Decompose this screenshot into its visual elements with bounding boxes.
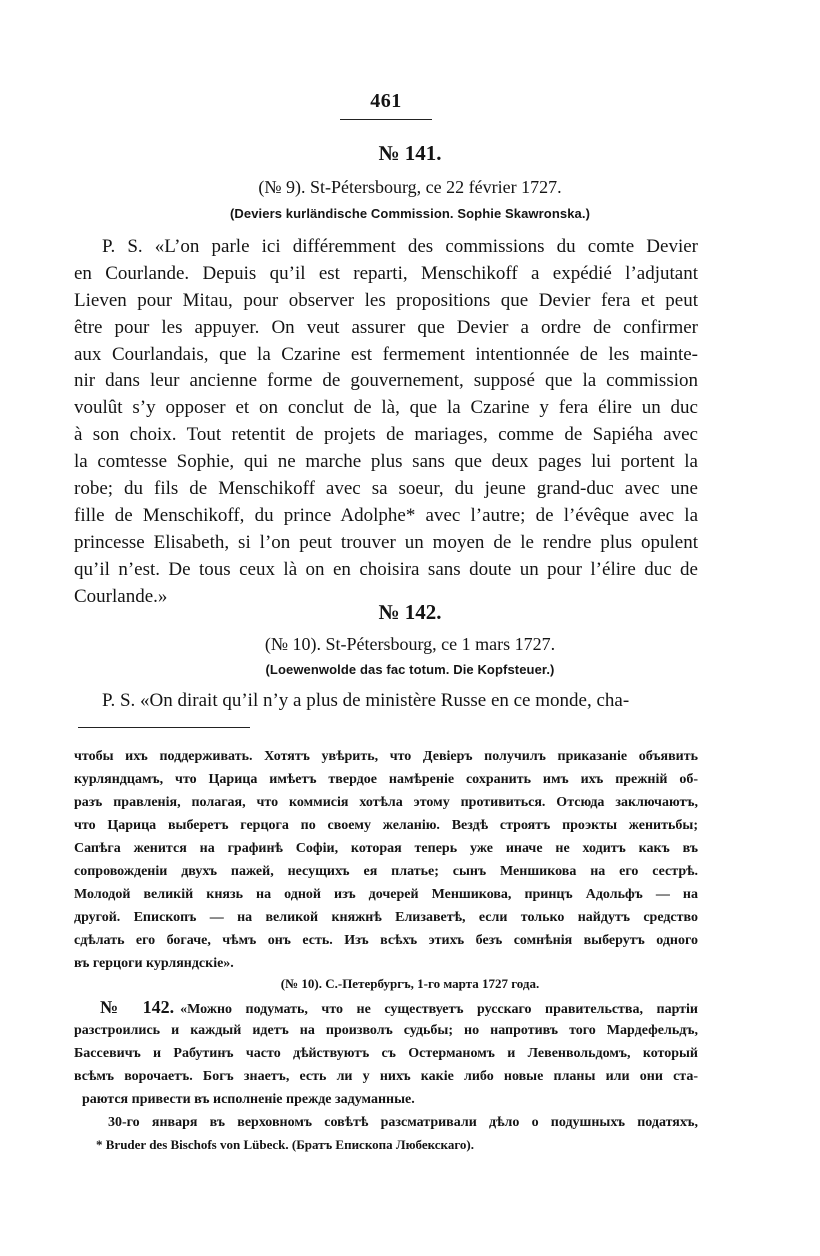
text-line: voulût s’y opposer et on conclut de là, que la Czarine y fera élire un duc <box>74 397 698 419</box>
text-line: aux Courlandais, que la Czarine est fermement intentionnée de les mainte- <box>74 343 698 365</box>
text-line: à son choix. Tout retentit de projets de mariages, comme de Sapiéha avec <box>74 424 698 446</box>
text-line: Молодой великій князь на одной изъ дочерей Меншикова, принцъ Адольфъ — на <box>74 887 698 902</box>
text-line: Courlande.» <box>74 585 168 607</box>
text-line: сопровожденіи двухъ пажей, несущихъ ея платье; сынъ Меншикова на его сестрѣ. <box>74 864 698 879</box>
russian-translation-141 <box>74 745 698 975</box>
text-line: разъ правленія, полагая, что коммисія хотѣла этому противиться. Отсюда заключаютъ, <box>74 795 698 810</box>
text-line: princesse Elisabeth, si l’on peut trouver un moyen de le rendre plus opulent <box>74 531 698 553</box>
page-number-rule <box>340 119 432 120</box>
text-line: fille de Menschikoff, du prince Adolphe* avec l’autre; de l’évêque avec la <box>74 504 698 526</box>
text-line: сдѣлать его богаче, чѣмъ онъ есть. Изъ всѣхъ этихъ безъ сомнѣнія выберутъ одного <box>74 933 698 948</box>
text-line: курляндцамъ, что Царица имѣетъ твердое намѣреніе сохранить имъ ихъ прежній об- <box>74 772 698 787</box>
document-142-number: № 142. <box>378 600 442 624</box>
page-number: 461 <box>370 90 402 112</box>
footnote-rule <box>78 727 250 728</box>
document-141-subject: (Deviers kurländische Commission. Sophie Skawronska.) <box>229 206 591 221</box>
text-line: être pour les appuyer. On veut assurer que Devier a ordre de confirmer <box>74 316 698 338</box>
text-line: P. S. «L’on parle ici différemment des commissions du comte Devier <box>102 236 698 257</box>
document-142-subject: (Loewenwolde das fac totum. Die Kopfsteuer.) <box>265 662 555 677</box>
text-line: чтобы ихъ поддерживать. Хотятъ увѣрить, что Девіеръ получилъ приказаніе объявить <box>74 749 698 764</box>
text-line: разстроились и каждый идетъ на произволъ судьбы; но напротивъ того Мардефельдъ, <box>74 1023 698 1038</box>
text-line: en Courlande. Depuis qu’il est reparti, Menschikoff a expédié l’adjutant <box>74 262 698 284</box>
russian-translation-142 <box>74 996 698 1134</box>
text-line: другой. Епископъ — на великой княжнѣ Елизаветѣ, если только найдутъ средство <box>74 910 698 925</box>
text-line <box>74 996 698 1019</box>
text-line: что Царица выберетъ герцога по своему желанію. Вездѣ строятъ проэкты женитьбы; <box>74 818 698 833</box>
russian-document-number: № 142. <box>100 997 175 1017</box>
text-line: въ герцоги курляндскіе». <box>74 956 234 971</box>
text-line: nir dans leur ancienne forme de gouvernement, supposé que la commission <box>74 370 698 392</box>
text-line: la comtesse Sophie, qui ne marche plus sans que deux pages lui portent la <box>74 451 698 473</box>
text-line: раются привести въ исполненіе прежде задуманные. <box>82 1092 415 1107</box>
text-line: qu’il n’est. De tous ceux là on en choisira sans doute un pour l’élire duc de <box>74 558 698 580</box>
text-line: P. S. «On dirait qu’il n’y a plus de ministère Russe en ce monde, cha- <box>102 690 630 711</box>
text-fragment: «Можно подумать, что не существуетъ русскаго правительства, партіи <box>180 1002 698 1017</box>
footnote: * Bruder des Bischofs von Lübeck. (Братъ Епископа Любекскаго). <box>96 1137 474 1152</box>
russian-dateline: (№ 10). С.-Петербургъ, 1-го марта 1727 года. <box>280 976 540 991</box>
document-141-body <box>74 234 698 610</box>
text-line: robe; du fils de Menschikoff avec sa soeur, du jeune grand-duc avec une <box>74 478 698 500</box>
document-142-body <box>74 688 698 715</box>
text-line: Lieven pour Mitau, pour observer les propositions que Devier fera et peut <box>74 289 698 311</box>
text-line: Сапѣга женится на графинѣ Софіи, которая теперь уже иначе не ходитъ какъ въ <box>74 841 698 856</box>
text-line: всѣмъ ворочаетъ. Богъ знаетъ, есть ли у нихъ какіе либо новые планы или они ста- <box>74 1069 698 1084</box>
document-142-dateline: (№ 10). St-Pétersbourg, ce 1 mars 1727. <box>264 634 556 654</box>
document-141-dateline: (№ 9). St-Pétersbourg, ce 22 février 1727. <box>258 177 562 197</box>
document-141-number: № 141. <box>378 141 442 165</box>
text-line: Бассевичъ и Рабутинъ часто дѣйствуютъ съ Остерманомъ и Левенвольдомъ, который <box>74 1046 698 1061</box>
text-line: 30-го января въ верховномъ совѣтѣ разсматривали дѣло о подушныхъ податяхъ, <box>108 1115 698 1130</box>
